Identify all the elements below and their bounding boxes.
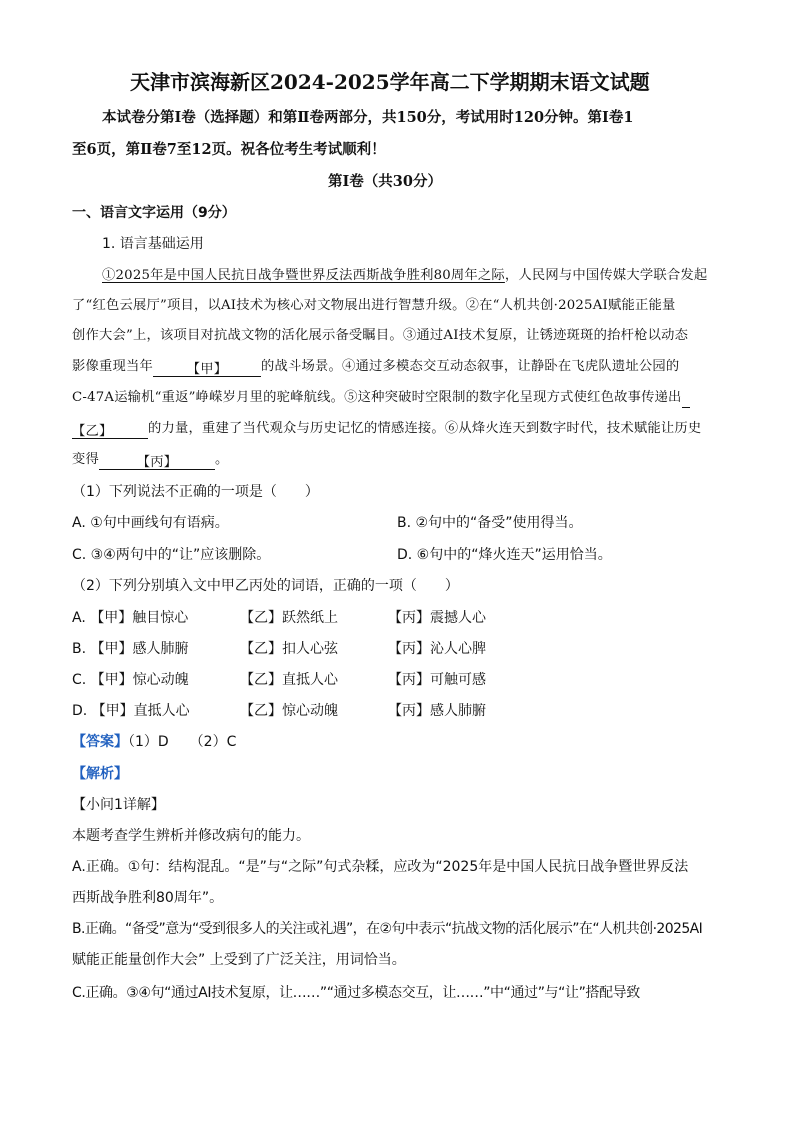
analysis-line-2: A.正确。①句：结构混乱。“是”与“之际”句式杂糅，应改为“2025年是中国人民抗日战争暨世界反法 bbox=[72, 859, 689, 875]
blank-tail bbox=[682, 391, 690, 408]
analysis-line-6: C.正确。③④句“通过AI技术复原，让……”“通过多模态交互，让……”中“通过”与“让”搭配导致 bbox=[72, 985, 640, 1001]
subquestion-1-stem: （1）下列说法不正确的一项是（ ） bbox=[72, 484, 319, 500]
underlined-sentence: ①2025年是中国人民抗日战争暨世界反法西斯战争胜利80周年之际 bbox=[102, 268, 505, 283]
option-a-bing: 【丙】震撼人心 bbox=[388, 610, 486, 626]
passage-text: 变得 bbox=[72, 452, 99, 467]
question-title: 1. 语言基础运用 bbox=[102, 236, 204, 252]
option-a-yi: 【乙】跃然纸上 bbox=[240, 610, 338, 626]
analysis-line-3: 西斯战争胜利80周年”。 bbox=[72, 890, 224, 906]
option-c-yi: 【乙】直抵人心 bbox=[240, 672, 338, 688]
passage-line-5 bbox=[72, 388, 690, 408]
detail-tag: 【小问1详解】 bbox=[72, 797, 165, 813]
passage-line-4 bbox=[72, 357, 679, 377]
passage-text: 的战斗场景。④通过多模态交互动态叙事，让静卧在飞虎队遗址公园的 bbox=[260, 359, 680, 374]
passage-line-7 bbox=[72, 450, 229, 470]
option-b-yi: 【乙】扣人心弦 bbox=[240, 641, 338, 657]
page-title: 天津市滨海新区2024-2025学年高二下学期期末语文试题 bbox=[130, 70, 650, 94]
passage-text: 。 bbox=[215, 452, 229, 467]
analysis-tag: 【解析】 bbox=[72, 766, 128, 782]
option-d-yi: 【乙】惊心动魄 bbox=[240, 703, 338, 719]
option-a: A. ①句中画线句有语病。 bbox=[72, 515, 229, 531]
blank-jia: 【甲】 bbox=[153, 360, 261, 377]
passage-line-6 bbox=[72, 419, 701, 439]
option-d-bing: 【丙】感人肺腑 bbox=[388, 703, 486, 719]
option-b-jia: B. 【甲】感人肺腑 bbox=[72, 641, 189, 657]
volume-title: 第Ⅰ卷（共30分） bbox=[328, 173, 442, 190]
option-d-jia: D. 【甲】直抵人心 bbox=[72, 703, 190, 719]
passage-line-3: 创作大会”上，该项目对抗战文物的活化展示备受瞩目。③通过AI技术复原，让锈迹斑斑的抬杆枪以动态 bbox=[72, 328, 689, 343]
analysis-line-5: 赋能正能量创作大会” 上受到了广泛关注，用词恰当。 bbox=[72, 952, 406, 968]
analysis-line-1: 本题考查学生辨析并修改病句的能力。 bbox=[72, 828, 310, 844]
option-c-jia: C. 【甲】惊心动魄 bbox=[72, 672, 189, 688]
passage-line-2: 了“红色云展厅”项目，以AI技术为核心对文物展出进行智慧升级。②在“人机共创·2025AI赋能正能量 bbox=[72, 298, 676, 313]
passage-text: C-47A运输机“重返”峥嵘岁月里的驼峰航线。⑤这种突破时空限制的数字化呈现方式使红色故事传递出 bbox=[72, 390, 682, 405]
passage-text: 影像重现当年 bbox=[72, 359, 153, 374]
section-heading: 一、语言文字运用（9分） bbox=[72, 205, 236, 221]
blank-bing: 【丙】 bbox=[99, 453, 215, 470]
analysis-line-4: B.正确。“备受”意为“受到很多人的关注或礼遇”，在②句中表示“抗战文物的活化展示”在“人机共创·2025AI bbox=[72, 921, 703, 937]
intro-line-2: 至6页，第Ⅱ卷7至12页。祝各位考生考试顺利！ bbox=[72, 141, 386, 158]
option-a-jia: A. 【甲】触目惊心 bbox=[72, 610, 189, 626]
answer-text: （1）D （2）C bbox=[128, 734, 237, 750]
passage-text: ，人民网与中国传媒大学联合发起 bbox=[504, 268, 708, 283]
blank-yi: 【乙】 bbox=[72, 422, 148, 439]
answer-tag: 【答案】 bbox=[72, 734, 128, 750]
option-b: B. ②句中的“备受”使用得当。 bbox=[397, 515, 583, 531]
option-c-bing: 【丙】可触可感 bbox=[388, 672, 486, 688]
option-c: C. ③④两句中的“让”应该删除。 bbox=[72, 547, 271, 563]
option-b-bing: 【丙】沁人心脾 bbox=[388, 641, 486, 657]
passage-line-1 bbox=[102, 266, 707, 286]
intro-line-1: 本试卷分第Ⅰ卷（选择题）和第Ⅱ卷两部分，共150分，考试用时120分钟。第Ⅰ卷1 bbox=[102, 109, 634, 126]
option-d: D. ⑥句中的“烽火连天”运用恰当。 bbox=[397, 547, 612, 563]
passage-text: 的力量，重建了当代观众与历史记忆的情感连接。⑥从烽火连天到数字时代，技术赋能让历史 bbox=[148, 421, 702, 436]
subquestion-2-stem: （2）下列分别填入文中甲乙丙处的词语，正确的一项（ ） bbox=[72, 578, 459, 594]
answer-line bbox=[72, 732, 236, 752]
